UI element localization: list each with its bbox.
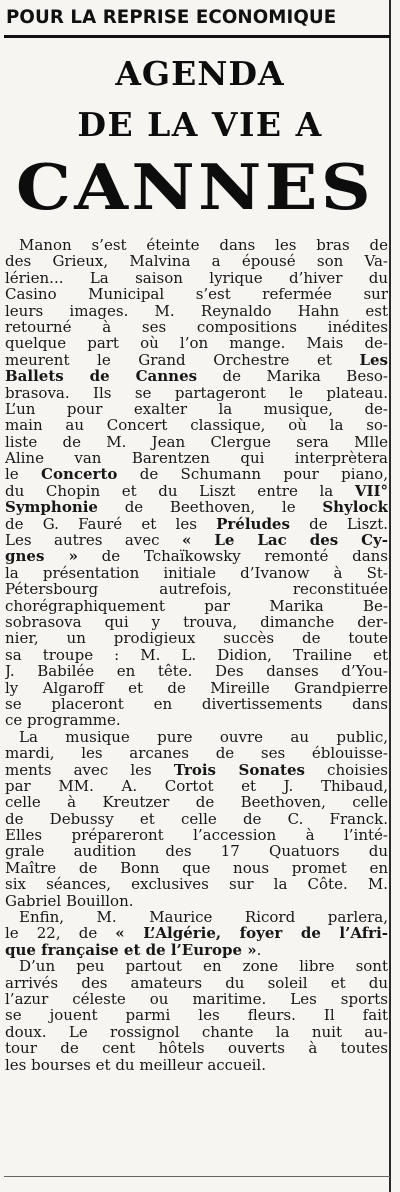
article-line (5, 827, 388, 843)
article-line (5, 663, 388, 679)
article-text: Maître de Bonn que nous promet en (5, 859, 388, 877)
article-line (5, 417, 388, 433)
article-text: de Debussy et celle de C. Franck. (5, 810, 388, 828)
article-text: D’un peu partout en zone libre sont (19, 958, 388, 975)
article-text: liste de M. Jean Clergue sera Mlle (5, 433, 388, 451)
article-line (5, 893, 388, 909)
article-body (5, 237, 388, 1073)
article-line (5, 712, 388, 728)
article-text: de G. Fauré et les (5, 515, 217, 533)
article-line (5, 286, 388, 302)
article-text: Elles prépareront l’accession à l’inté- (5, 827, 388, 844)
article-text: brasova. Ils se partageront le plateau. (5, 384, 388, 401)
article-line (5, 565, 388, 581)
article-text: ly Algaroff et de Mireille Grandpierre (5, 679, 388, 696)
headline-line-3: CANNES (15, 150, 375, 224)
article-line (5, 401, 388, 417)
article-line (5, 434, 388, 450)
emphasis-text: VII° (354, 482, 388, 500)
article-text: par MM. A. Cortot et J. Thibaud, (5, 777, 388, 795)
article-text: leurs images. M. Reynaldo Hahn est (5, 302, 388, 319)
emphasis-text: Les (359, 351, 388, 369)
article-line (5, 909, 388, 925)
article-line (5, 860, 388, 876)
article-text: choisies (304, 761, 388, 778)
article-text: sa troupe : M. L. Didion, Trailine et (5, 646, 388, 664)
headline-line-2: DE LA VIE A (77, 105, 323, 144)
article-text: les bourses et du meilleur accueil. (5, 1056, 266, 1073)
article-text: de Marika Beso- (197, 368, 388, 385)
article-text: de Beethoven, le (97, 499, 323, 516)
article-text: de Tchaïkowsky remonté dans (77, 548, 388, 565)
article-line (5, 925, 388, 941)
article-text: Casino Municipal s’est refermée sur (5, 286, 388, 303)
headline-line-1: AGENDA (115, 54, 285, 93)
article-text: J. Babilée en tête. Des danses d’You- (5, 663, 388, 680)
article-text: Pétersbourg autrefois, reconstituée (5, 581, 388, 598)
article-text: nier, un prodigieux succès de toute (5, 630, 388, 647)
article-text: L’un pour exalter la musique, de- (5, 400, 388, 418)
article-line (5, 319, 388, 335)
article-text: sobrasova qui y trouva, dimanche der- (5, 613, 388, 631)
article-line (5, 794, 388, 810)
article-line (5, 352, 388, 368)
article-line (5, 1007, 388, 1023)
article-text: Enfin, M. Maurice Ricord parlera, (19, 909, 388, 926)
article-text: le 22, de (5, 925, 116, 942)
article-line (5, 303, 388, 319)
article-text: la présentation initiale d’Ivanow à St- (5, 564, 388, 582)
article-text: ments avec les (5, 761, 174, 778)
article-line (5, 1057, 388, 1073)
article-text: se jouent parmi les fleurs. Il fait (5, 1007, 388, 1024)
article-text: des Grieux, Malvina a épousé son Va- (5, 253, 388, 270)
article-text: quelque part où l’on mange. Mais de- (5, 335, 388, 352)
article-line (5, 975, 388, 991)
kicker-rule (4, 35, 390, 38)
article-text: Les autres avec (5, 532, 183, 549)
article-text: Manon s’est éteinte dans les bras de (19, 237, 388, 254)
article-text: six séances, exclusives sur la Côte. M. (5, 876, 388, 893)
article-line (5, 450, 388, 466)
article-line (5, 1040, 388, 1056)
article-text: grale audition des 17 Quatuors du (5, 843, 388, 860)
article-line (5, 778, 388, 794)
article-line (5, 1024, 388, 1040)
article-text: retourné à ses compositions inédites (5, 318, 388, 336)
article-line (5, 598, 388, 614)
emphasis-text: Symphonie (5, 499, 98, 516)
article-text: mardi, les arcanes de ses éblouisse- (5, 745, 388, 762)
article-line (5, 729, 388, 745)
article-line (5, 696, 388, 712)
article-text: La musique pure ouvre au public, (19, 728, 388, 746)
article-line (5, 368, 388, 384)
article-line (5, 548, 388, 564)
article-text: tour de cent hôtels ouverts à toutes (5, 1040, 388, 1057)
article-text: de Liszt. (289, 515, 388, 533)
article-line (5, 762, 388, 778)
article-line (5, 876, 388, 892)
article-line (5, 745, 388, 761)
article-line (5, 811, 388, 827)
article-line (5, 680, 388, 696)
article-text: ce programme. (5, 712, 121, 729)
emphasis-text: Shylock (322, 499, 388, 516)
article-text: arrivés des amateurs du soleil et du (5, 974, 388, 991)
article-line (5, 516, 388, 532)
article-line (5, 581, 388, 597)
article-line (5, 270, 388, 286)
article-line (5, 614, 388, 630)
emphasis-text: Ballets de Cannes (5, 368, 198, 385)
article-text: le (5, 466, 42, 483)
article-line (5, 385, 388, 401)
bottom-rule (4, 1176, 390, 1177)
article-text: se placeront en divertissements dans (5, 695, 388, 713)
article-text: doux. Le rossignol chante la nuit au- (5, 1023, 388, 1041)
article-line (5, 253, 388, 269)
emphasis-text: « L’Algérie, foyer de l’Afri- (115, 925, 388, 942)
article-text: lérien... La saison lyrique d’hiver du (5, 269, 388, 287)
article-text: de Schumann pour piano, (117, 466, 388, 483)
kicker-heading: POUR LA REPRISE ECONOMIQUE (6, 7, 337, 28)
emphasis-text: que française et de l’Europe » (5, 941, 257, 959)
article-text: chorégraphiquement par Marika Be- (5, 597, 388, 614)
article-line (5, 843, 388, 859)
article-text: du Chopin et du Liszt entre la (5, 482, 355, 500)
article-text: celle à Kreutzer de Beethoven, celle (5, 794, 388, 811)
emphasis-text: « Le Lac des Cy- (182, 532, 388, 549)
article-text: main au Concert classique, où la so- (5, 417, 388, 434)
article-line (5, 499, 388, 515)
article-line (5, 647, 388, 663)
article-line (5, 237, 388, 253)
article-text: Gabriel Bouillon. (5, 892, 134, 910)
article-line (5, 532, 388, 548)
emphasis-text: Préludes (216, 515, 290, 533)
article-text: l’azur céleste ou maritime. Les sports (5, 990, 388, 1008)
article-text: Aline van Barentzen qui interprètera (5, 450, 388, 467)
article-line (5, 958, 388, 974)
emphasis-text: gnes » (5, 548, 78, 565)
article-line (5, 483, 388, 499)
article-line (5, 466, 388, 482)
article-line (5, 630, 388, 646)
article-line (5, 991, 388, 1007)
article-line (5, 335, 388, 351)
article-text: . (256, 941, 262, 959)
article-line (5, 942, 388, 958)
emphasis-text: Concerto (41, 466, 118, 483)
emphasis-text: Trois Sonates (173, 761, 305, 778)
article-text: meurent le Grand Orchestre et (5, 351, 360, 369)
